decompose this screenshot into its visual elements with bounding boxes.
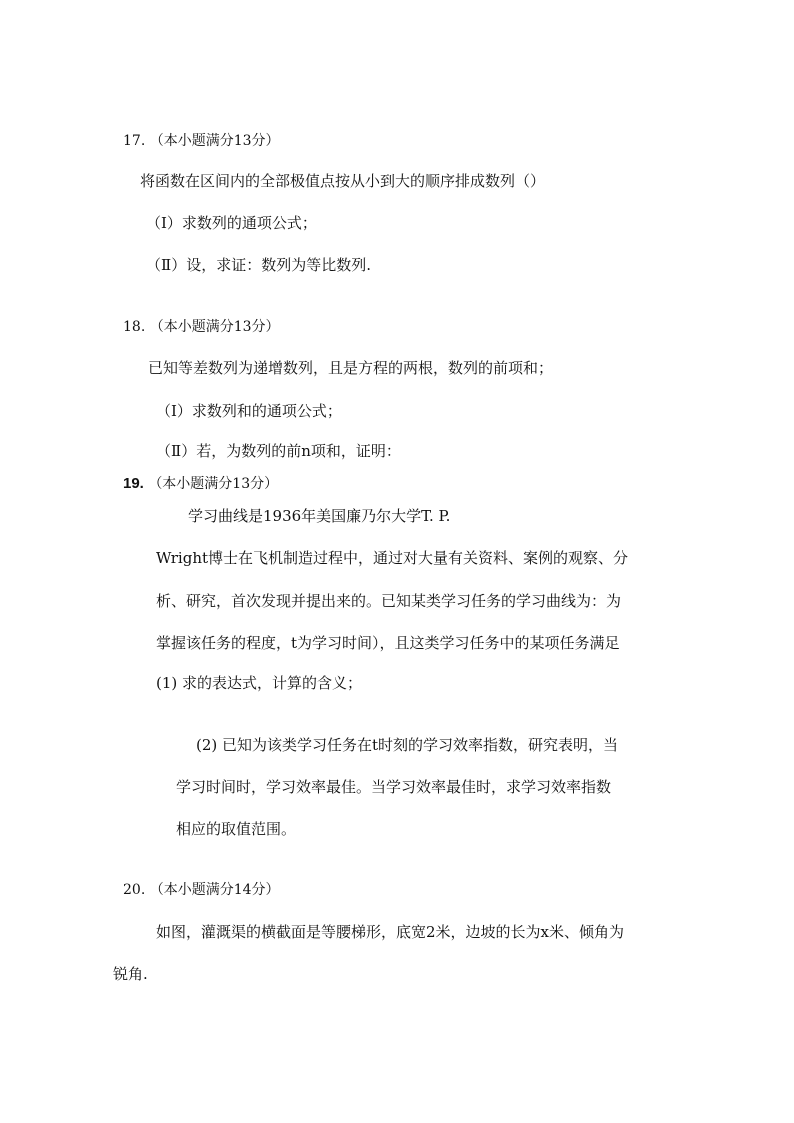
q18-part2: （Ⅱ）若，为数列的前n项和，证明： bbox=[156, 442, 401, 460]
q18-points: （本小题满分13分） bbox=[149, 319, 280, 335]
q17-stem: 将函数在区间内的全部极值点按从小到大的顺序排成数列（） bbox=[140, 172, 546, 190]
q17-part1: （Ⅰ）求数列的通项公式； bbox=[146, 214, 317, 232]
q20-line1: 如图，灌溉渠的横截面是等腰梯形，底宽2米，边坡的长为x米、倾角为 bbox=[156, 923, 625, 941]
q19-header bbox=[123, 474, 278, 494]
q17-points: （本小题满分13分） bbox=[149, 133, 280, 149]
q19-line1: 学习曲线是1936年美国廉乃尔大学T. P. bbox=[188, 507, 451, 525]
q19-line2: Wright博士在飞机制造过程中，通过对大量有关资料、案例的观察、分 bbox=[156, 549, 629, 567]
q19-points: （本小题满分13分） bbox=[148, 476, 279, 492]
q19-number: 19. bbox=[123, 475, 144, 492]
q17-number: 17. bbox=[123, 133, 146, 149]
q17-header bbox=[123, 131, 280, 151]
q18-stem: 已知等差数列为递增数列，且是方程的两根，数列的前项和； bbox=[148, 359, 554, 377]
q19-part2-line1: (2) 已知为该类学习任务在t时刻的学习效率指数，研究表明，当 bbox=[196, 736, 619, 754]
q19-line4: 掌握该任务的程度，t为学习时间），且这类学习任务中的某项任务满足 bbox=[156, 634, 620, 652]
q18-number: 18. bbox=[123, 319, 146, 335]
q19-part1: (1) 求的表达式，计算的含义； bbox=[156, 674, 363, 692]
q19-line3: 析、研究，首次发现并提出来的。已知某类学习任务的学习曲线为：为 bbox=[156, 592, 622, 610]
q19-part2-line3: 相应的取值范围。 bbox=[176, 820, 297, 838]
q20-header bbox=[123, 880, 280, 900]
q20-number: 20. bbox=[123, 882, 146, 898]
q18-part1: （Ⅰ）求数列和的通项公式； bbox=[156, 402, 342, 420]
q20-line2: 锐角. bbox=[113, 965, 148, 983]
q19-part2-line2: 学习时间时，学习效率最佳。当学习效率最佳时，求学习效率指数 bbox=[176, 778, 612, 796]
q20-points: （本小题满分14分） bbox=[149, 882, 280, 898]
q17-part2: （Ⅱ）设，求证：数列为等比数列. bbox=[146, 256, 371, 274]
q18-header bbox=[123, 317, 280, 337]
